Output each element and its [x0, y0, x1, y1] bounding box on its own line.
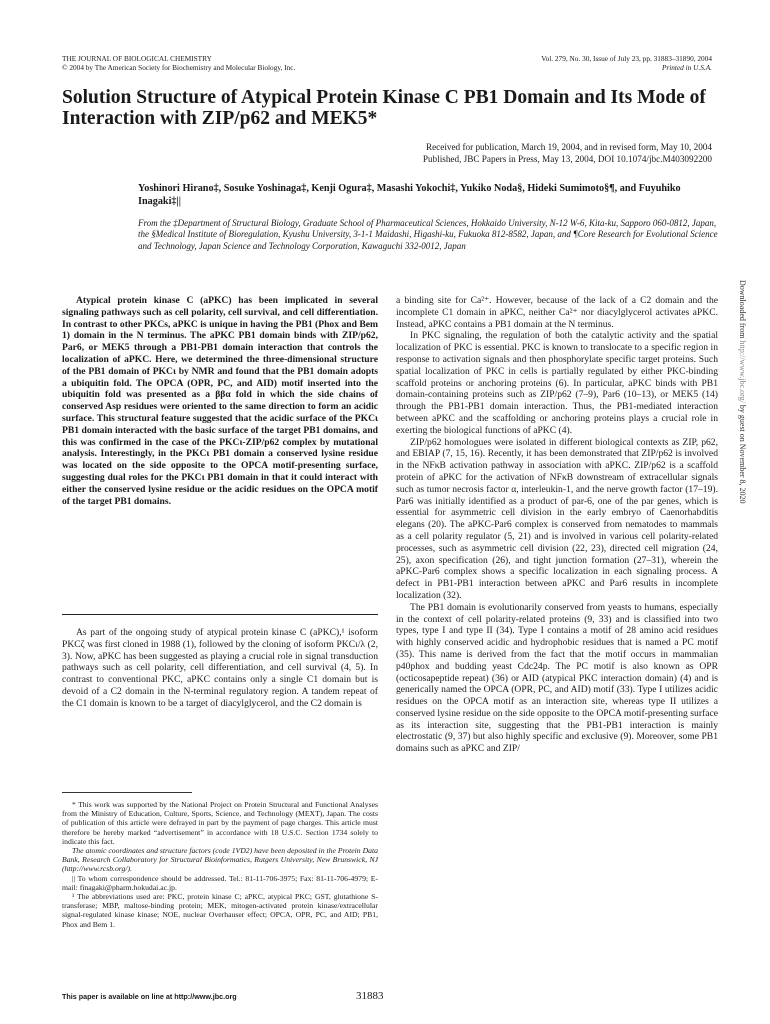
publication-dates: [212, 141, 712, 165]
running-header-right: [541, 54, 712, 72]
paragraph: ZIP/p62 homologues were isolated in different biological contexts as ZIP, p62, and EBIAP (7, 15, 16). Recently, it has been demonstrated that ZIP/p62 is involved in the NFκB activation pathway in association with aPKC. ZIP/p62 is a scaffold protein of aPKC for the activation of NFκB downstream of extracellular signals such as tumor necrosis factor α, interleukin-1, and the nerve growth factor (17–19). Par6 was initially identified as a product of par-6, one of the par genes, which is essential for asymmetric cell division in the early embryo of Caenorhabditis elegans (20). The aPKC-Par6 complex is conserved from nematodes to mammals as a cell polarity regulator (5, 21) and is involved in various cell polarity-related processes, such as asymmetric cell division (22, 23), directed cell migration (24, 25), axon specification (26), and tight junction formation (27–31), wherein the aPKC-Par6 complex shows a specific localization in each signaling process. A defect in PB1-PB1 interaction between aPKC and Par6 results in incomplete localization (32).: [396, 436, 718, 601]
page-number: 31883: [356, 990, 384, 1002]
author-list: Yoshinori Hirano‡, Sosuke Yoshinaga‡, Kenji Ogura‡, Masashi Yokochi‡, Yukiko Noda§, Hideki Sumimoto§¶, and Fuyuhiko Inagaki‡||: [138, 183, 681, 207]
abstract: Atypical protein kinase C (aPKC) has been implicated in several signaling pathways such as cell polarity, cell survival, and cell differentiation. In contrast to other PKCs, aPKC is unique in having the PB1 (Phox and Bem 1) domain in the N terminus. The aPKC PB1 domain binds with ZIP/p62, Par6, or MEK5 through a PB1-PB1 domain interaction that controls the localization of aPKC. Here, we determined the three-dimensional structure of the PB1 domain of PKCι by NMR and found that the PB1 domain adopts a ubiquitin fold. The OPCA (OPR, PC, and AID) motif inserted into the ubiquitin fold was presented as a ββα fold in which the side chains of conserved Asp residues were oriented to the same direction to form an acidic surface. This structural feature suggested that the acidic surface of the PKCι PB1 domain interacted with the basic surface of the target PB1 domains, and this was confirmed in the case of the PKCι-ZIP/p62 complex by mutational analysis. Interestingly, in the PKCι PB1 domain a conserved lysine residue was located on the side opposite to the OPCA motif-presenting surface, suggesting dual roles for the PKCι PB1 domain in that it could interact with either the conserved lysine residue or the acidic residues on the OPCA motif of the target PB1 domains.: [62, 295, 378, 507]
affiliations: From the ‡Department of Structural Biology, Graduate School of Pharmaceutical Sciences, Hokkaido University, N-12 W-6, Kita-ku, Sapporo 060-0812, Japan, the §Medical Institute of Bioregulation, Kyushu University, 3-1-1 Maidashi, Higashi-ku, Fukuoka 812-8582, Japan, and ¶Core Research for Evolutional Science and Technology, Japan Science and Technology Corporation, Kawaguchi 332-0012, Japan: [138, 218, 718, 251]
body-left-column: [62, 627, 378, 710]
abstract-divider: [62, 614, 378, 615]
body-right-column: [396, 295, 718, 755]
published-date: Published, JBC Papers in Press, May 13, 2004, DOI 10.1074/jbc.M403092200: [422, 154, 712, 164]
footnote-divider: [62, 792, 192, 793]
download-text: Downloaded from http://www.jbc.org/ by guest on November 8, 2020: [738, 280, 747, 504]
paragraph: In PKC signaling, the regulation of both the catalytic activity and the spatial localization of PKC is essential. PKC is known to translocate to a specific region in response to activation signals and then phosphorylate specific target proteins. Such spatial localization of PKC in cells is partially regulated by either PKC-binding scaffold proteins or anchoring proteins (6). In particular, aPKC binds with PB1 domain-containing proteins such as ZIP/p62 (7–9), Par6 (10–13), or MEK5 (14) through the PB1-PB1 domain interaction. Thus, the PB1-mediated interaction between aPKC and the scaffolding or anchoring proteins plays a crucial role in exerting the biological functions of aPKC (4).: [396, 330, 718, 436]
printed-in: Printed in U.S.A.: [661, 63, 712, 72]
footnote-abbreviations: ¹ The abbreviations used are: PKC, protein kinase C; aPKC, atypical PKC; GST, glutathione S-transferase; MBP, maltose-binding protein; MEK, mitogen-activated protein kinase/extracellular signal-regulated kinase kinase; NOE, nuclear Overhauser effect; OPCA, OPR, PC, and AID; PB1, Phox and Bem 1.: [62, 892, 378, 929]
footnote-pdb: The atomic coordinates and structure factors (code 1VD2) have been deposited in the Protein Data Bank, Research Collaboratory for Structural Bioinformatics, Rutgers University, New Brunswick, NJ (http://www.rcsb.org/).: [62, 846, 378, 874]
paragraph: As part of the ongoing study of atypical protein kinase C (aPKC),¹ isoform PKCζ was first cloned in 1988 (1), followed by the cloning of isoform PKCι/λ (2, 3). Now, aPKC has been suggested as playing a crucial role in signal transduction pathways such as cell polarity, cell differentiation, and cell survival (4, 5). In contrast to conventional PKC, aPKC contains only a single C1 domain but is devoid of a C2 domain in the N-terminal regulatory region. A tandem repeat of the C1 domain is known to be a target of diacylglycerol, and the C2 domain is: [62, 627, 378, 709]
paragraph: a binding site for Ca²⁺. However, because of the lack of a C2 domain and the incomplete C1 domain in aPKC, neither Ca²⁺ nor diacylglycerol activates aPKC. Instead, aPKC contains a PB1 domain at the N terminus.: [396, 295, 718, 330]
running-header-left: [62, 54, 295, 72]
download-watermark: [738, 280, 750, 840]
received-date: Received for publication, March 19, 2004, and in revised form, May 10, 2004: [425, 142, 712, 152]
journal-name: THE JOURNAL OF BIOLOGICAL CHEMISTRY: [62, 54, 212, 63]
availability-note: This paper is available on line at http://www.jbc.org: [62, 992, 237, 1001]
paragraph: The PB1 domain is evolutionarily conserved from yeasts to humans, especially in the context of cell polarity-related proteins (9, 33) and is classified into two types, type I and type II (34). Type I contains a motif of 28 amino acid residues with highly conserved acidic and hydrophobic residues that is named a PC motif (35). This name is derived from the fact that the motif occurs in mammalian p40phox and budding yeast Cdc24p. The PC motif is also known as OPR (octicosapeptide repeat) (36) or AID (atypical PKC interaction domain) (4) and is generically named the OPCA (OPR, PC, and AID) motif (33). Type I utilizes acidic residues on the OPCA motif as an interaction site, whereas type II utilizes a conserved lysine residue on the side opposite to the OPCA motif-presenting surface as its interaction site, suggesting that the PB1-PB1 interaction is mainly electrostatic (9, 37) but also highly specific and exclusive (9). Moreover, some PB1 domains such as aPKC and ZIP/: [396, 601, 718, 755]
footnotes: [62, 800, 378, 929]
copyright: © 2004 by The American Society for Biochemistry and Molecular Biology, Inc.: [62, 63, 296, 72]
volume-info: Vol. 279, No. 30, Issue of July 23, pp. 31883–31890, 2004: [541, 54, 712, 63]
download-link[interactable]: http://www.jbc.org/: [738, 340, 747, 403]
article-title: Solution Structure of Atypical Protein Kinase C PB1 Domain and Its Mode of Interaction with ZIP/p62 and MEK5*: [62, 87, 706, 129]
footnote-correspondence: || To whom correspondence should be addressed. Tel.: 81-11-706-3975; Fax: 81-11-706-4979; E-mail: finagaki@pharm.hokudai.ac.jp.: [62, 873, 378, 892]
footnote-funding: * This work was supported by the National Project on Protein Structural and Functional Analyses from the Ministry of Education, Culture, Sports, Science, and Technology (MEXT), Japan. The costs of publication of this article were defrayed in part by the payment of page charges. This article must therefore be hereby marked “advertisement” in accordance with 18 U.S.C. Section 1734 solely to indicate this fact.: [62, 800, 378, 846]
